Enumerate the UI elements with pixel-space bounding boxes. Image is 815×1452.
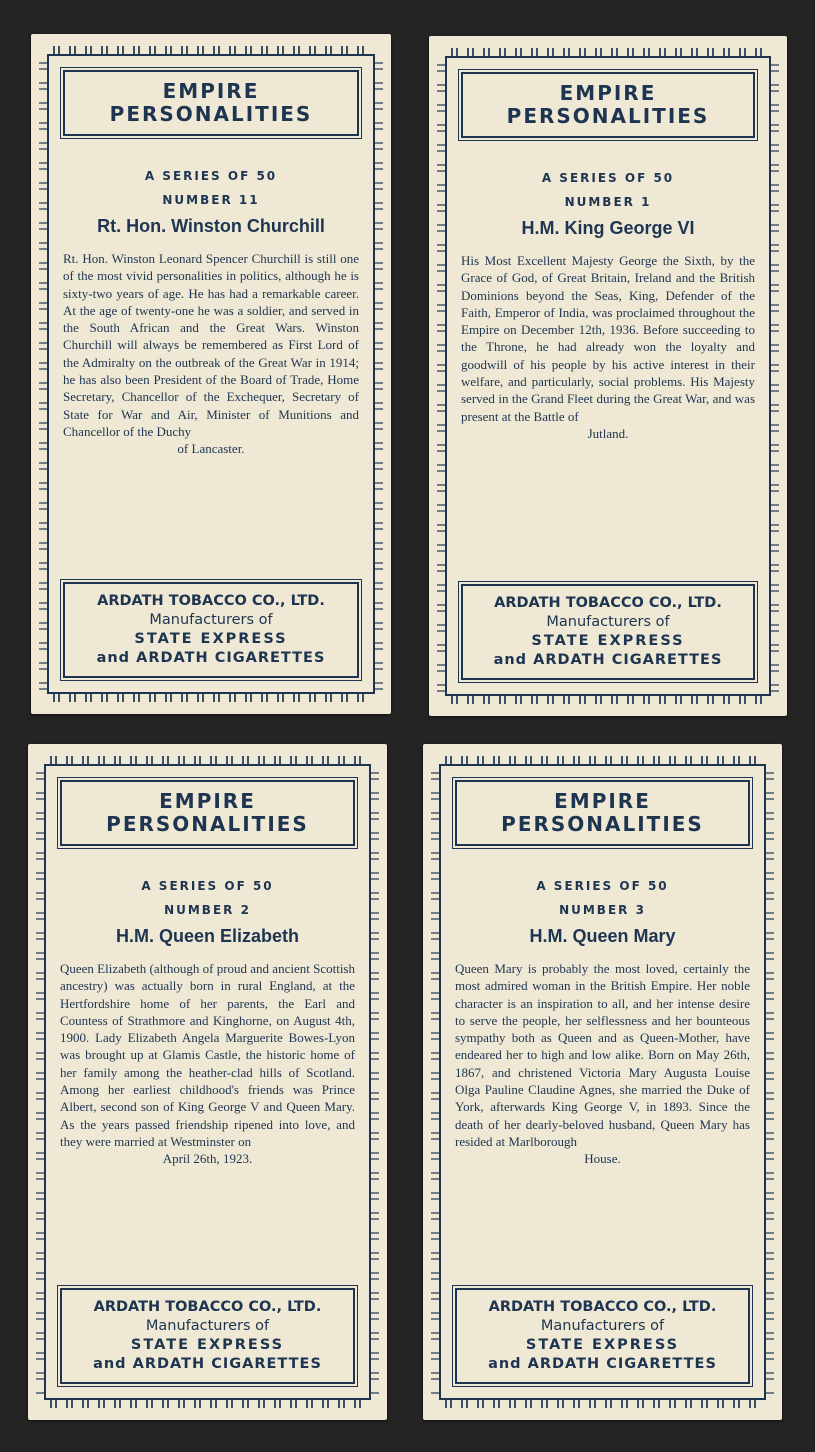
personality-name: H.M. King George VI (521, 218, 695, 238)
title-panel (63, 70, 359, 136)
title-line-2: PERSONALITIES (109, 102, 313, 126)
biography-body: His Most Excellent Majesty George the Sixth, by the Grace of God, of Great Britain, Ireland and the British Dominions beyond the Seas, King, Defender of the Faith, Emperor of India, was proclaimed throughout the Empire on December 12th, 1936. Before succeeding to the Throne, he had already won the loyalty and goodwill of his people by his active interest in their welfare, and particularly, social problems. His Majesty served in the Grand Fleet during the Great War, and was present at the Battle of (461, 253, 755, 424)
title-line-2: PERSONALITIES (501, 812, 704, 836)
chain-border-bottom (441, 1398, 764, 1408)
chain-border-bottom (49, 692, 373, 702)
chain-border-bottom (447, 694, 769, 704)
brand-ardath: and ARDATH CIGARETTES (96, 650, 326, 666)
chain-border-right (371, 766, 379, 1398)
title-panel (455, 780, 750, 846)
biography-last-line: Jutland. (587, 425, 629, 441)
chain-border-right (375, 56, 383, 692)
card-number: NUMBER 11 (162, 193, 260, 207)
card-frame (445, 56, 771, 696)
card-number: NUMBER 1 (564, 195, 652, 209)
title-line-1: EMPIRE (159, 789, 256, 813)
biography-last-line: of Lancaster. (177, 441, 245, 457)
card-frame (44, 764, 371, 1400)
chain-border-top (447, 48, 769, 58)
biography-text (455, 960, 750, 1168)
manufacturer-panel (60, 1288, 355, 1384)
series-info (441, 874, 764, 922)
manufacturer-subtitle: Manufacturers of (546, 614, 670, 630)
card-number: NUMBER 3 (559, 903, 646, 917)
title-line-1: EMPIRE (559, 81, 657, 105)
chain-border-bottom (46, 1398, 369, 1408)
biography-body: Queen Elizabeth (although of proud and ancient Scottish ancestry) was actually born in rural England, at the Hertfordshire home of her parents, the Earl and Countess of Strathmore and Kinghorne, on August 4th, 1900. Lady Elizabeth Angela Marguerite Bowes-Lyon was brought up at Glamis Castle, the historic home of her family among the heather-clad hills of Scotland. Among her earliest childhood's friends was Prince Albert, second son of King George V and Queen Mary. As the years passed friendship ripened into love, and they were married at Westminster on (60, 961, 355, 1149)
chain-border-left (431, 766, 439, 1398)
brand-ardath: and ARDATH CIGARETTES (93, 1356, 322, 1372)
title-panel (461, 72, 755, 138)
biography-body: Queen Mary is probably the most loved, certainly the most admired woman in the British Empire. Her noble character is an inspiration to all, and her intense desire to serve the people, her selflessness and her bounteous sympathy both as Queen and as Queen-Mother, have endeared her to high and low alike. Born on May 26th, 1867, and christened Victoria Mary Augusta Louise Olga Pauline Claudine Agnes, she married the Duke of York, afterwards King George V, in 1893. Since the death of her dearly-beloved husband, Queen Mary has resided at Marlborough (455, 961, 750, 1149)
chain-border-right (771, 58, 779, 694)
manufacturer-subtitle: Manufacturers of (149, 612, 273, 628)
manufacturer-panel (63, 582, 359, 678)
card-frame (439, 764, 766, 1400)
manufacturer-name: ARDATH TOBACCO CO., LTD. (494, 595, 722, 611)
chain-border-left (36, 766, 44, 1398)
title-line-1: EMPIRE (162, 79, 260, 103)
brand-ardath: and ARDATH CIGARETTES (488, 1356, 717, 1372)
cigarette-card-queen-mary (423, 744, 782, 1420)
cigarette-card-churchill (31, 34, 391, 714)
title-line-2: PERSONALITIES (106, 812, 309, 836)
brand-state-express: STATE EXPRESS (134, 631, 288, 647)
chain-border-top (441, 756, 764, 766)
biography-text (63, 250, 359, 458)
manufacturer-name: ARDATH TOBACCO CO., LTD. (93, 1299, 322, 1315)
series-info (447, 166, 769, 214)
personality-name: H.M. Queen Elizabeth (115, 926, 300, 946)
biography-text (60, 960, 355, 1168)
series-label: A SERIES OF 50 (541, 171, 675, 185)
biography-last-line: April 26th, 1923. (162, 1151, 253, 1167)
card-frame (47, 54, 375, 694)
series-label: A SERIES OF 50 (536, 879, 669, 893)
card-number: NUMBER 2 (164, 903, 251, 917)
cigarette-card-king-george (429, 36, 787, 716)
manufacturer-name: ARDATH TOBACCO CO., LTD. (488, 1299, 717, 1315)
personality-name: Rt. Hon. Winston Churchill (97, 216, 325, 236)
biography-last-line: House. (584, 1151, 621, 1167)
series-label: A SERIES OF 50 (141, 879, 274, 893)
chain-border-top (46, 756, 369, 766)
series-info (49, 164, 373, 212)
title-line-2: PERSONALITIES (506, 104, 710, 128)
manufacturer-name: ARDATH TOBACCO CO., LTD. (97, 593, 325, 609)
title-line-1: EMPIRE (554, 789, 651, 813)
biography-text (461, 252, 755, 442)
chain-border-top (49, 46, 373, 56)
cigarette-card-queen-elizabeth (28, 744, 387, 1420)
manufacturer-subtitle: Manufacturers of (540, 1318, 665, 1334)
brand-ardath: and ARDATH CIGARETTES (493, 652, 723, 668)
biography-body: Rt. Hon. Winston Leonard Spencer Churchill is still one of the most vivid personalities in politics, although he is sixty-two years of age. He has had a remarkable career. At the age of twenty-one he was a soldier, and served in the South African and the Great Wars. Winston Churchill will always be remembered as First Lord of the Admiralty on the outbreak of the Great War in 1914; he has also been President of the Board of Trade, Home Secretary, Chancellor of the Exchequer, Secretary of State for War and Air, Minister of Munitions and Chancellor of the Duchy (63, 251, 359, 439)
title-panel (60, 780, 355, 846)
personality-name: H.M. Queen Mary (529, 926, 676, 946)
manufacturer-panel (455, 1288, 750, 1384)
series-info (46, 874, 369, 922)
chain-border-left (437, 58, 445, 694)
brand-state-express: STATE EXPRESS (531, 633, 685, 649)
brand-state-express: STATE EXPRESS (130, 1337, 285, 1353)
manufacturer-subtitle: Manufacturers of (145, 1318, 270, 1334)
brand-state-express: STATE EXPRESS (525, 1337, 680, 1353)
chain-border-left (39, 56, 47, 692)
series-label: A SERIES OF 50 (144, 169, 278, 183)
chain-border-right (766, 766, 774, 1398)
manufacturer-panel (461, 584, 755, 680)
